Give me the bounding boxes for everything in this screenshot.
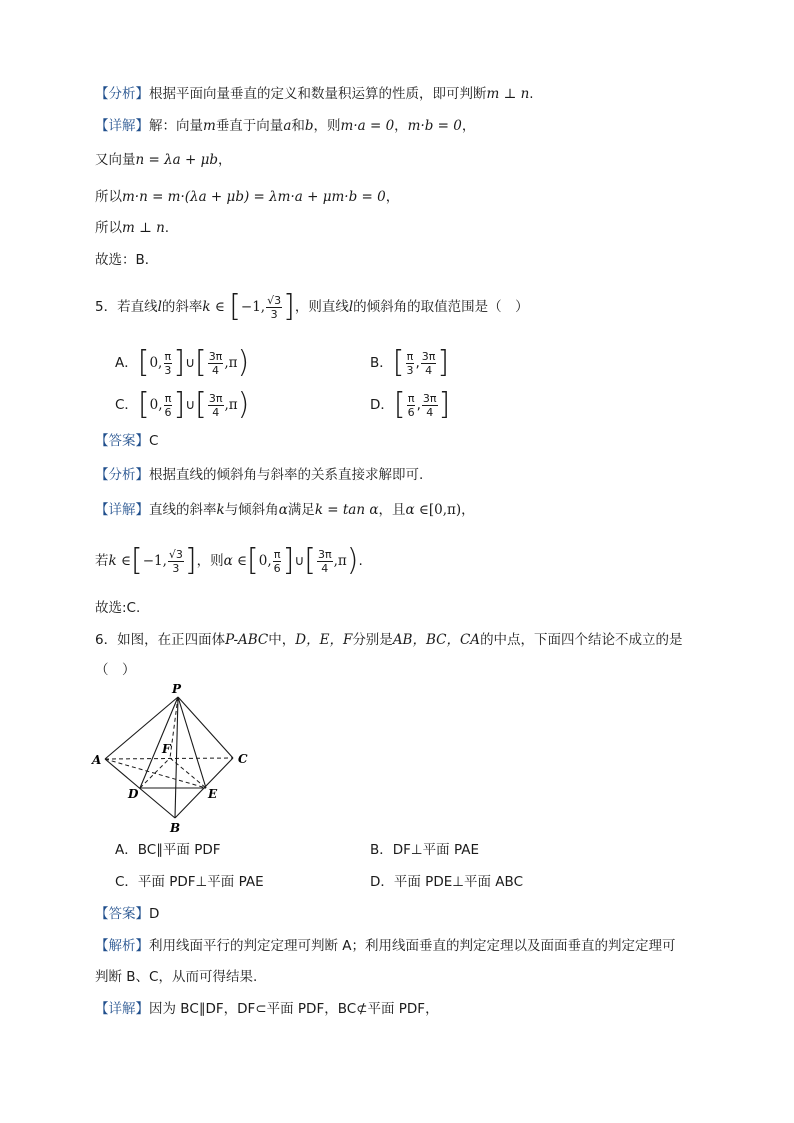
q5-detail-text3: 满足 xyxy=(287,502,315,518)
frac-den: 6 xyxy=(273,561,281,575)
bracket: [ xyxy=(137,387,150,422)
frac-den: 3 xyxy=(270,307,278,321)
q6-detail-line xyxy=(95,999,439,1019)
q4-analysis-end: . xyxy=(529,86,534,102)
bracket: ] xyxy=(173,345,186,380)
q4-line4-text: 所以 xyxy=(95,220,122,236)
edge-AE-hidden xyxy=(105,759,206,788)
frac-num: √3 xyxy=(168,547,183,561)
q4-ma-zero: m·a = 0 xyxy=(340,118,395,134)
edge-DF-hidden xyxy=(140,758,170,788)
union-symbol: ∪ xyxy=(294,553,305,569)
edge-PB xyxy=(175,697,178,818)
bracket: [ xyxy=(393,387,406,422)
label-B: B xyxy=(170,821,181,835)
bracket: ] xyxy=(437,345,450,380)
fraction xyxy=(405,350,414,377)
q4-analysis-math: m ⊥ n xyxy=(486,86,530,102)
label-E: E xyxy=(208,787,218,801)
q5-zero: 0, xyxy=(258,553,272,569)
q5-k-tan: k = tan α xyxy=(314,502,379,518)
frac-den: 4 xyxy=(426,405,434,419)
q6-option-c: C．平面 PDF⊥平面 PAE xyxy=(115,874,264,890)
q4-n-def: n = λa + μb xyxy=(135,152,219,168)
fraction xyxy=(407,392,416,419)
q6-option-d: D．平面 PDE⊥平面 ABC xyxy=(370,874,523,890)
option-label: B． xyxy=(370,355,393,371)
fraction xyxy=(164,392,173,419)
q6-answer-line xyxy=(95,904,159,924)
q5-option-c xyxy=(115,387,250,422)
q4-line4-end: . xyxy=(164,220,170,236)
label-D: D xyxy=(128,787,139,801)
fraction xyxy=(163,350,172,377)
q5-neg1: −1, xyxy=(240,299,266,315)
comma: , xyxy=(416,397,421,413)
q5-choice: 故选:C. xyxy=(95,600,141,616)
q4-m-perp-n: m ⊥ n xyxy=(122,220,165,236)
q5-if-then: ，则 xyxy=(196,553,224,569)
q4-analysis-text: 根据平面向量垂直的定义和数量积运算的性质，即可判断 xyxy=(149,86,487,102)
q4-line2-comma: ， xyxy=(218,152,232,168)
q5-stem-slope: 的斜率 xyxy=(161,299,203,315)
q5-neg1: −1, xyxy=(142,553,167,569)
answer-tag: 【答案】 xyxy=(95,906,149,922)
q5-detail-text4: ，且 xyxy=(378,502,406,518)
bracket: [ xyxy=(247,543,259,578)
q5-option-b xyxy=(370,345,450,380)
fraction xyxy=(273,548,282,575)
q6-parse-line2: 判断 B、C，从而可得结果. xyxy=(95,969,258,985)
q6-stem-text: 6．如图，在正四面体 xyxy=(95,632,226,648)
union-symbol: ∪ xyxy=(185,397,196,413)
q6-pabc: P-ABC xyxy=(225,632,269,648)
frac-den: 6 xyxy=(407,405,415,419)
q4-detail-text2: 垂直于向量 xyxy=(215,118,284,134)
q6-parse-text: 利用线面平行的判定定理可判断 A；利用线面垂直的判定定理以及面面垂直的判定定理可 xyxy=(149,938,676,954)
bracket: [ xyxy=(130,543,143,578)
q4-detail-text: 解：向量 xyxy=(149,118,203,134)
detail-tag: 【详解】 xyxy=(95,118,149,134)
q5-if-text: 若 xyxy=(95,553,109,569)
detail-tag: 【详解】 xyxy=(95,1001,149,1017)
frac-den: 6 xyxy=(164,405,172,419)
union-symbol: ∪ xyxy=(185,355,195,371)
q5-detail-text2: 与倾斜角 xyxy=(224,502,279,518)
q6-edges: AB，BC，CA xyxy=(392,632,481,648)
q4-line2 xyxy=(95,150,232,170)
frac-num: 3π xyxy=(317,547,332,561)
frac-num: 3π xyxy=(208,391,223,405)
answer-tag: 【答案】 xyxy=(95,433,149,449)
detail-tag: 【详解】 xyxy=(95,502,149,518)
bracket: [ xyxy=(304,543,316,578)
analysis-tag: 【分析】 xyxy=(95,86,149,102)
q4-analysis-line xyxy=(95,84,534,104)
frac-den: 3 xyxy=(406,363,414,377)
fraction xyxy=(421,350,437,377)
q5-if-end: . xyxy=(358,553,363,569)
frac-num: π xyxy=(164,349,172,363)
q4-vec-a: a xyxy=(283,118,292,134)
q5-answer: C xyxy=(149,433,159,449)
frac-num: π xyxy=(407,391,415,405)
bracket: ] xyxy=(438,387,451,422)
q5-stem-text2: ，则直线 xyxy=(294,299,349,315)
q6-stem-text3: 分别是 xyxy=(352,632,393,648)
q6-stem xyxy=(95,630,683,650)
q5-l: l xyxy=(157,299,162,315)
fraction xyxy=(208,350,224,377)
q4-mn-calc: m·n = m·(λa + μb) = λm·a + μm·b = 0 xyxy=(122,189,386,205)
q5-stem-text: 5．若直线 xyxy=(95,299,158,315)
q5-analysis-text: 根据直线的倾斜角与斜率的关系直接求解即可. xyxy=(149,467,424,483)
fraction xyxy=(422,392,438,419)
q5-alpha-range: [0,π) xyxy=(428,502,462,518)
bracket: ] xyxy=(282,543,295,578)
option-label: D． xyxy=(370,397,394,413)
frac-num: √3 xyxy=(267,293,282,307)
q4-detail-line xyxy=(95,116,475,136)
q4-line3-text: 所以 xyxy=(95,189,122,205)
q6-option-b: B．DF⊥平面 PAE xyxy=(370,842,480,858)
q5-comma-pi: ,π xyxy=(224,397,238,413)
q5-zero: 0, xyxy=(149,397,163,413)
label-A: A xyxy=(92,753,102,767)
q6-parse-line xyxy=(95,936,676,956)
q5-analysis-line xyxy=(95,465,423,485)
q5-if-k: k ∈ xyxy=(108,553,131,569)
tetrahedron-figure xyxy=(88,680,268,835)
q5-detail-comma: ， xyxy=(461,502,475,518)
bracket: [ xyxy=(392,345,405,380)
bracket: ) xyxy=(237,387,250,422)
frac-num: 3π xyxy=(421,349,436,363)
analysis-tag: 【分析】 xyxy=(95,467,149,483)
fraction xyxy=(208,392,224,419)
bracket: [ xyxy=(229,289,241,324)
q4-comma2: ， xyxy=(461,118,476,134)
fraction xyxy=(266,294,282,321)
q5-stem xyxy=(95,288,529,326)
frac-num: π xyxy=(406,349,414,363)
q5-detail-line xyxy=(95,500,475,520)
comma: , xyxy=(415,355,420,371)
q4-line3-comma: ， xyxy=(385,189,400,205)
fraction xyxy=(317,548,333,575)
bracket: ] xyxy=(283,289,295,324)
frac-den: 4 xyxy=(425,363,433,377)
frac-den: 4 xyxy=(212,363,219,377)
option-label: C． xyxy=(115,397,138,413)
bracket: ) xyxy=(346,543,359,578)
q6-detail-text: 因为 BC∥DF，DF⊂平面 PDF，BC⊄平面 PDF， xyxy=(149,1001,439,1017)
frac-den: 4 xyxy=(321,561,329,575)
q4-line3 xyxy=(95,187,399,207)
parse-tag: 【解析】 xyxy=(95,938,149,954)
bracket: ) xyxy=(237,345,250,380)
q5-alpha-in: α ∈ xyxy=(405,502,429,518)
frac-num: π xyxy=(164,391,172,405)
q5-detail-text: 直线的斜率 xyxy=(149,502,217,518)
q4-detail-then: ，则 xyxy=(313,118,341,134)
q6-stem-text4: 的中点，下面四个结论不成立的是 xyxy=(480,632,683,648)
q4-mb-zero: m·b = 0 xyxy=(407,118,462,134)
edge-AC-hidden xyxy=(105,758,233,759)
frac-num: 3π xyxy=(208,349,223,363)
q5-k-in: k ∈ xyxy=(202,299,225,315)
label-C: C xyxy=(238,752,248,766)
q4-comma1: ， xyxy=(394,118,408,134)
frac-den: 3 xyxy=(172,561,180,575)
q5-zero: 0, xyxy=(149,355,163,371)
q6-answer: D xyxy=(149,906,160,922)
q5-option-d xyxy=(370,387,451,422)
edge-PC xyxy=(178,697,233,758)
bracket: ] xyxy=(173,387,186,422)
q4-choice: 故选：B． xyxy=(95,252,159,268)
q6-def: D，E，F xyxy=(295,632,353,648)
frac-den: 4 xyxy=(212,405,220,419)
q5-if-alpha: α ∈ xyxy=(223,553,248,569)
q6-stem-text2: 中， xyxy=(268,632,296,648)
q5-l2: l xyxy=(348,299,354,315)
q5-option-a xyxy=(115,345,250,380)
q4-vec-m: m xyxy=(203,118,216,134)
q5-comma-pi: ,π xyxy=(224,355,238,371)
q5-comma-pi: ,π xyxy=(333,553,347,569)
q5-if-line xyxy=(95,542,363,580)
bracket: ] xyxy=(184,543,197,578)
frac-den: 3 xyxy=(164,363,172,377)
option-label: A． xyxy=(115,355,138,371)
q4-vec-b: b xyxy=(304,118,314,134)
q6-stem-paren: （ ） xyxy=(95,662,136,678)
q4-line2-text: 又向量 xyxy=(95,152,136,168)
q5-stem-text3: 的倾斜角的取值范围是（ ） xyxy=(353,299,529,315)
frac-num: 3π xyxy=(422,391,437,405)
q4-line4 xyxy=(95,218,169,238)
label-P: P xyxy=(172,682,182,696)
bracket: [ xyxy=(137,345,150,380)
q5-alpha: α xyxy=(278,502,288,518)
q6-option-a: A．BC∥平面 PDF xyxy=(115,842,221,858)
fraction xyxy=(168,548,184,575)
q5-answer-line xyxy=(95,431,158,451)
q4-detail-and: 和 xyxy=(291,118,305,134)
edge-PE xyxy=(178,697,206,788)
frac-num: π xyxy=(273,547,281,561)
q5-k: k xyxy=(216,502,225,518)
bracket: [ xyxy=(195,387,207,422)
label-F: F xyxy=(162,742,171,756)
bracket: [ xyxy=(194,345,207,380)
